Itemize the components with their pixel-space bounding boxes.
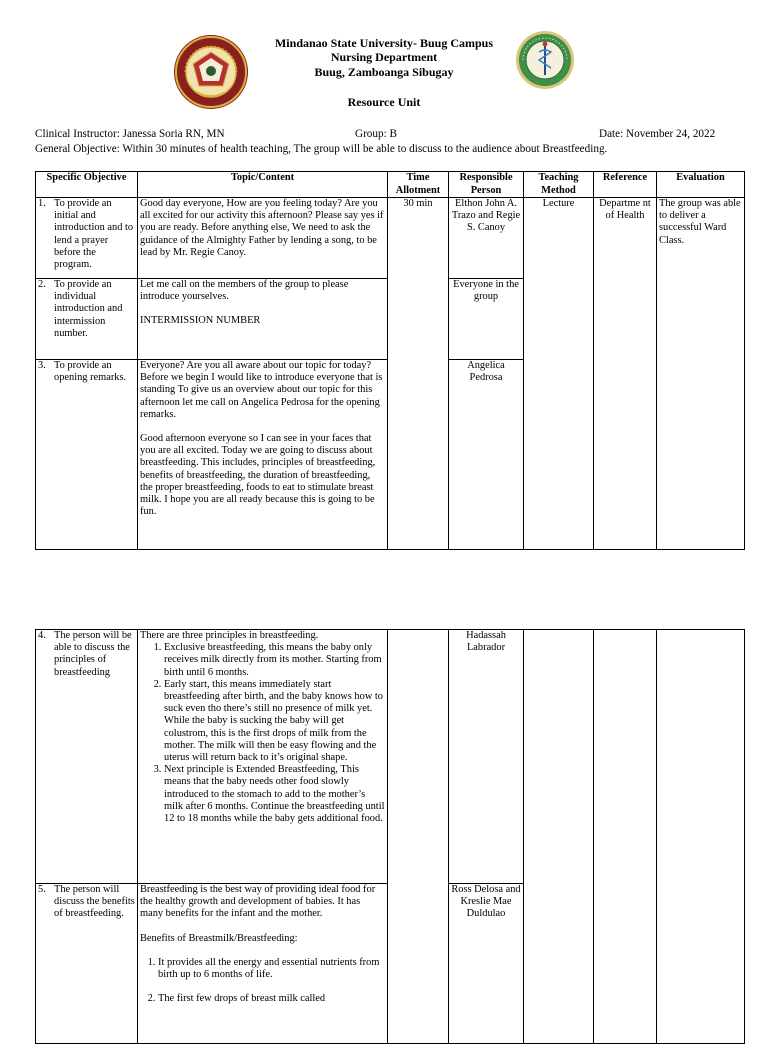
list-item: 2. Early start, this means immediately start breastfeeding after birth, and the baby knows how to suck even tho there’s still no presence of milk yet. While the baby is sucking the baby will get colustrom, this is the first drops of milk from the mother. The milk will then be easy flowing and the uterus will return back to it’s original shape. [164, 679, 385, 764]
column-header: Responsible Person [449, 172, 524, 198]
reference-cell [594, 630, 657, 1044]
column-header: Evaluation [657, 172, 745, 198]
column-header: Teaching Method [524, 172, 594, 198]
content-cell: Good day everyone, How are you feeling today? Are you all excited for our activity this afternoon? Please say yes if you are ready. Before anything else, We need to ask the guidance of the Almighty Father by lending a song, to be lead by Mr. Regie Canoy. [138, 198, 388, 279]
column-header: Time Allotment [388, 172, 449, 198]
principles-list [140, 642, 385, 825]
campus-address: Buug, Zamboanga Sibugay [314, 65, 454, 79]
person-cell: Angelica Pedrosa [449, 360, 524, 550]
group-label: Group: B [355, 128, 397, 140]
resource-unit-table [35, 171, 745, 550]
objective-cell: 2. To provide an individual introduction and intermission number. [36, 279, 138, 360]
time-cell [388, 630, 449, 1044]
person-cell: Elthon John A. Trazo and Regie S. Canoy [449, 198, 524, 279]
table-row [36, 630, 745, 884]
column-header: Specific Objective [36, 172, 138, 198]
evaluation-cell: The group was able to deliver a successful Ward Class. [657, 198, 745, 550]
reference-cell: Departme nt of Health [594, 198, 657, 550]
column-header: Topic/Content [138, 172, 388, 198]
person-cell: Ross Delosa and Kreslie Mae Duldulao [449, 884, 524, 1044]
method-cell: Lecture [524, 198, 594, 550]
objective-cell: 1. To provide an initial and introduction and to lend a prayer before the program. [36, 198, 138, 279]
objective-cell: 3. To provide an opening remarks. [36, 360, 138, 550]
department-name: Nursing Department [330, 50, 438, 64]
list-item: 2. The first few drops of breast milk called [158, 993, 385, 1005]
list-item: 3. Next principle is Extended Breastfeeding, This means that the baby needs other food slowly introduced to the stomach to add to the mother’s milk after 6 months. Continue the breastfeeding until 12 to 18 months while the baby gets additional food. [164, 764, 385, 825]
list-item: 1. It provides all the energy and essential nutrients from birth up to 6 months of life. [158, 957, 385, 981]
evaluation-cell [657, 630, 745, 1044]
method-cell [524, 630, 594, 1044]
benefits-list [140, 957, 385, 1006]
content-cell: Everyone? Are you all aware about our topic for today? Before we begin I would like to introduce everyone that is standing To give us an overview about our topic for this afternoon let me call on Angelica Pedrosa for the opening remarks. Good afternoon everyone so I can see in your faces that you are all excited. Today we are going to discuss about breastfeeding. This includes, principles of breastfeeding, benefits of breastfeeding, the duration of breastfeeding, the proper breastfeeding, foods to eat to stimulate breast milk. I hope you are all ready because this is going to be fun. [138, 360, 388, 550]
resource-unit-table-continued [35, 629, 745, 1044]
objective-cell: 4. The person will be able to discuss the principles of breastfeeding [36, 630, 138, 884]
university-name: Mindanao State University- Buug Campus [274, 36, 494, 50]
table-row [36, 198, 745, 279]
time-cell: 30 min [388, 198, 449, 550]
date-label: Date: November 24, 2022 [599, 128, 716, 140]
list-item: 1. Exclusive breastfeeding, this means the baby only receives milk directly from its mother. Starting from birth until 6 months. [164, 642, 385, 679]
content-cell: Let me call on the members of the group to please introduce yourselves. INTERMISSION NUMBER [138, 279, 388, 360]
table-header-row [36, 172, 745, 198]
column-header: Reference [594, 172, 657, 198]
person-cell: Hadassah Labrador [449, 630, 524, 884]
document-title: Resource Unit [347, 95, 421, 109]
general-objective: General Objective: Within 30 minutes of health teaching, The group will be able to discuss to the audience about Breastfeeding. [35, 143, 608, 155]
content-cell: Breastfeeding is the best way of providing ideal food for the healthy growth and development of babies. It has many benefits for the infant and the mother. Benefits of Breastmilk/Breastfeeding: 1. It provides all the energy and essential nutrients from birth up to 6 months of life. 2. The first few drops of breast milk called [138, 884, 388, 1044]
content-cell: There are three principles in breastfeeding. 1. Exclusive breastfeeding, this means the baby only receives milk directly from its mother. Starting from birth until 6 months. 2. Early start, this means immediately start breastfeeding after birth, and the baby knows how to suck even tho there’s still no presence of milk yet. While the baby is sucking the baby will get colustrom, this is the first drops of milk from the mother. The milk will then be easy flowing and the uterus will return back to it’s original shape. 3. Next principle is Extended Breastfeeding, This means that the baby needs other food slowly introduced to the stomach to add to the mother’s milk after 6 months. Continue the breastfeeding until 12 to 18 months while the baby gets additional food. [138, 630, 388, 884]
objective-cell: 5. The person will discuss the benefits of breastfeeding. [36, 884, 138, 1044]
clinical-instructor: Clinical Instructor: Janessa Soria RN, MN [35, 128, 225, 140]
person-cell: Everyone in the group [449, 279, 524, 360]
